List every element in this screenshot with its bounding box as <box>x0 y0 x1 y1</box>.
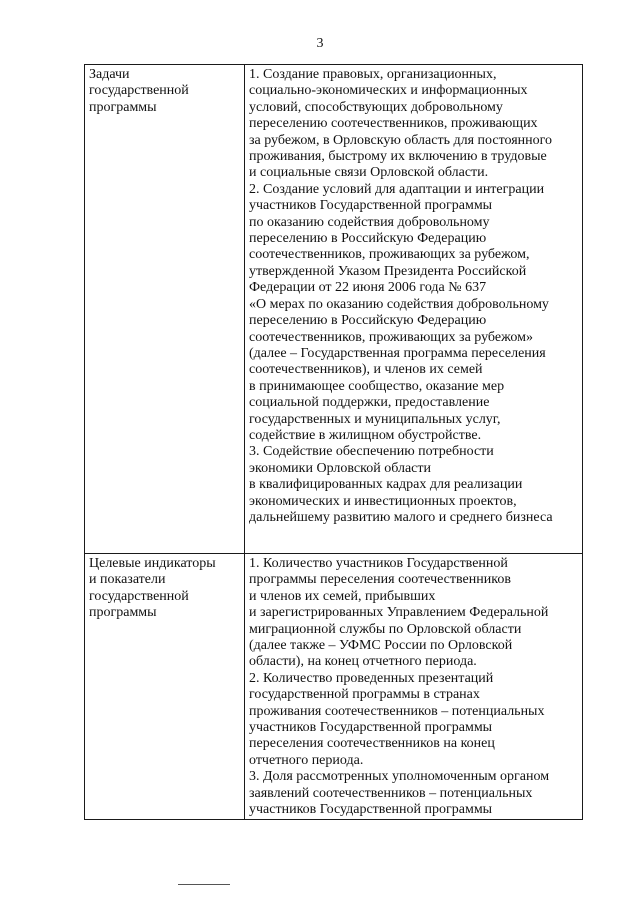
content-line: (далее – Государственная программа переселения <box>249 345 546 361</box>
row-label-cell <box>85 65 245 554</box>
label-line: программы <box>89 99 157 115</box>
table-row-indicators <box>85 554 583 820</box>
content-line: по оказанию содействия добровольному <box>249 214 490 230</box>
content-line: и членов их семей, прибывших <box>249 588 436 604</box>
content-line: и зарегистрированных Управлением Федеральной <box>249 605 549 621</box>
row-label-cell <box>85 554 245 820</box>
content-line: программы переселения соотечественников <box>249 572 511 588</box>
content-line: и социальные связи Орловской области. <box>249 165 489 181</box>
content-line: экономики Орловской области <box>249 460 432 476</box>
footer-rule <box>178 884 230 885</box>
content-line: дальнейшему развитию малого и среднего бизнеса <box>249 509 553 525</box>
program-passport-table <box>84 64 583 820</box>
content-line: области), на конец отчетного периода. <box>249 654 477 670</box>
content-line: отчетного периода. <box>249 752 364 768</box>
content-line: участников Государственной программы <box>249 198 493 214</box>
content-line: переселению соотечественников, проживающих <box>249 116 538 132</box>
content-line: 3. Доля рассмотренных уполномоченным органом <box>249 769 550 785</box>
table-row-tasks <box>85 65 583 554</box>
content-line: государственных и муниципальных услуг, <box>249 411 501 427</box>
page-number: 3 <box>316 36 324 51</box>
content-line: 1. Количество участников Государственной <box>249 556 508 571</box>
content-line: переселению в Российскую Федерацию <box>249 231 487 247</box>
content-line: Федерации от 22 июня 2006 года № 637 <box>249 280 487 296</box>
content-line: «О мерах по оказанию содействия добровольному <box>249 296 549 312</box>
content-line: 2. Создание условий для адаптации и интеграции <box>249 181 545 197</box>
content-line: соотечественников, проживающих за рубежом» <box>249 329 533 345</box>
label-line: государственной <box>89 588 189 604</box>
content-line: проживания соотечественников – потенциальных <box>249 703 545 719</box>
content-line: участников Государственной программы <box>249 802 493 818</box>
content-line: (далее также – УФМС России по Орловской <box>249 638 513 654</box>
content-line: условий, способствующих добровольному <box>249 99 503 115</box>
label-line: государственной <box>89 83 189 99</box>
content-line: содействие в жилищном обустройстве. <box>249 427 482 443</box>
content-line: за рубежом, в Орловскую область для постоянного <box>249 132 553 148</box>
content-line: социальной поддержки, предоставление <box>249 395 490 411</box>
label-line: программы <box>89 605 157 621</box>
content-line: 3. Содействие обеспечению потребности <box>249 444 494 460</box>
content-line: в квалифицированных кадрах для реализации <box>249 477 523 493</box>
content-line: экономических и инвестиционных проектов, <box>249 493 517 509</box>
content-line: заявлений соотечественников – потенциальных <box>249 785 533 801</box>
label-line: и показатели <box>89 572 166 588</box>
content-line: соотечественников), и членов их семей <box>249 362 483 378</box>
label-line: Задачи <box>89 67 130 82</box>
content-line: соотечественников, проживающих за рубежом, <box>249 247 530 263</box>
row-content-cell <box>245 65 583 554</box>
content-line: в принимающее сообщество, оказание мер <box>249 378 505 394</box>
label-line: Целевые индикаторы <box>89 556 216 571</box>
content-line: 1. Создание правовых, организационных, <box>249 67 497 82</box>
content-line: государственной программы в странах <box>249 687 480 703</box>
content-line: социально-экономических и информационных <box>249 83 528 99</box>
content-line: участников Государственной программы <box>249 720 493 736</box>
content-line: переселения соотечественников на конец <box>249 736 495 752</box>
content-line: миграционной службы по Орловской области <box>249 621 522 637</box>
content-line: 2. Количество проведенных презентаций <box>249 670 494 686</box>
content-line: переселению в Российскую Федерацию <box>249 313 487 329</box>
content-line: утвержденной Указом Президента Российской <box>249 263 527 279</box>
row-content-cell <box>245 554 583 820</box>
content-line: проживания, быстрому их включению в трудовые <box>249 149 547 165</box>
